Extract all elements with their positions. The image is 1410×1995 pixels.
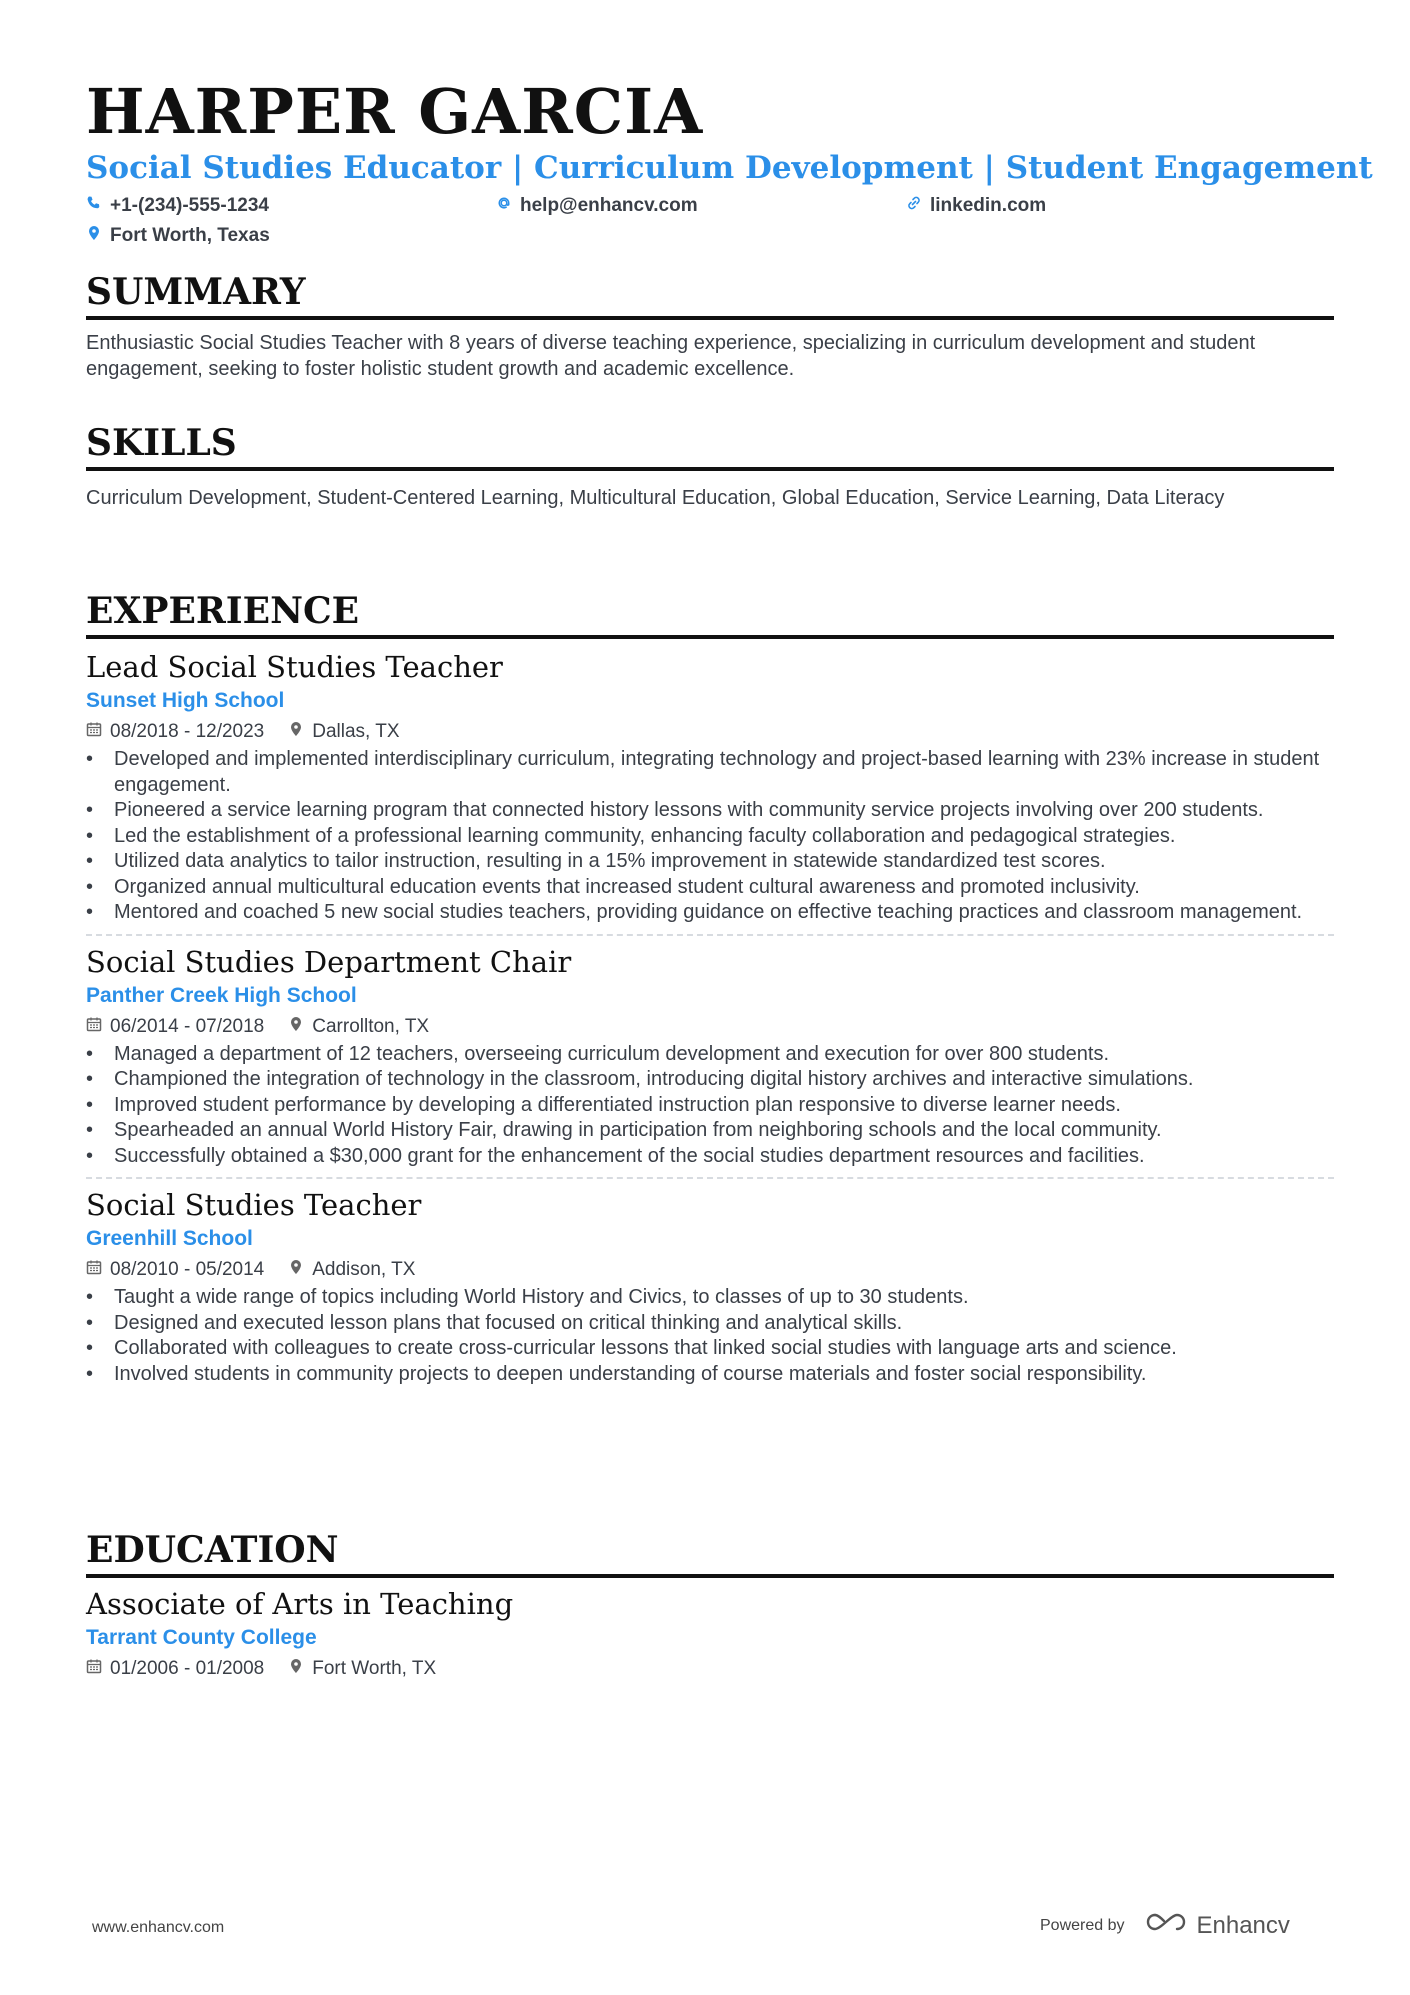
degree-title: Associate of Arts in Teaching (86, 1587, 514, 1621)
phone-text: +1-(234)-555-1234 (110, 195, 269, 216)
bullet-item: • Mentored and coached 5 new social studies teachers, providing guidance on effective teaching practices and classroom management. (86, 900, 1334, 926)
job-meta (86, 1257, 1334, 1283)
job-meta (86, 1014, 1334, 1040)
location-pin-icon (86, 224, 102, 248)
location-pin-icon (288, 1656, 304, 1682)
contact-location (86, 224, 270, 248)
footer-branding (1040, 1910, 1290, 1941)
experience-section (86, 589, 1334, 1387)
bullet-item: • Developed and implemented interdisciplinary curriculum, integrating technology and project-based learning with 23% increase in student engagement. (86, 747, 1334, 798)
bullet-item: • Managed a department of 12 teachers, overseeing curriculum development and execution for over 800 students. (86, 1042, 1334, 1068)
calendar-icon (86, 719, 102, 745)
job-dates: 08/2010 - 05/2014 (110, 1259, 265, 1280)
candidate-headline: Social Studies Educator | Curriculum Development | Student Engagement (86, 150, 1373, 186)
bullet-item: • Championed the integration of technology in the classroom, introducing digital history archives and interactive simulations. (86, 1067, 1334, 1093)
bullet-item: • Taught a wide range of topics including World History and Civics, to classes of up to 30 students. (86, 1285, 1334, 1311)
job-entry (86, 944, 1334, 1170)
skills-section (86, 421, 1334, 511)
education-entry (86, 1586, 1334, 1682)
bullet-item: • Involved students in community projects to deepen understanding of course materials and foster social responsibility. (86, 1362, 1334, 1388)
at-icon (496, 194, 512, 218)
company-name[interactable]: Panther Creek High School (86, 983, 357, 1007)
job-title: Lead Social Studies Teacher (86, 650, 503, 684)
location-text: Fort Worth, Texas (110, 225, 270, 246)
powered-by-label: Powered by (1040, 1916, 1125, 1934)
bullet-item: • Utilized data analytics to tailor instruction, resulting in a 15% improvement in statewide standardized test scores. (86, 849, 1334, 875)
calendar-icon (86, 1014, 102, 1040)
linkedin-text: linkedin.com (930, 195, 1047, 216)
bullet-item: • Pioneered a service learning program that connected history lessons with community service projects involving over 200 students. (86, 798, 1334, 824)
company-name[interactable]: Sunset High School (86, 689, 285, 712)
job-location: Dallas, TX (312, 721, 400, 742)
school-name[interactable]: Tarrant County College (86, 1626, 317, 1649)
contact-phone[interactable] (86, 194, 269, 218)
experience-heading: EXPERIENCE (86, 589, 1334, 639)
job-divider (86, 1177, 1334, 1179)
phone-icon (86, 194, 102, 218)
job-dates: 08/2018 - 12/2023 (110, 721, 265, 742)
bullet-item: • Led the establishment of a professional learning community, enhancing faculty collaboration and pedagogical strategies. (86, 824, 1334, 850)
bullet-item: • Improved student performance by developing a differentiated instruction plan responsive to diverse learner needs. (86, 1093, 1334, 1119)
company-name[interactable]: Greenhill School (86, 1227, 253, 1250)
job-location: Carrollton, TX (312, 1015, 430, 1037)
skills-text: Curriculum Development, Student-Centered Learning, Multicultural Education, Global Education, Service Learning, Data Literacy (86, 487, 1225, 509)
bullet-item: • Organized annual multicultural education events that increased student cultural awareness and promoted inclusivity. (86, 875, 1334, 901)
resume-page (86, 75, 1373, 1679)
location-pin-icon (288, 1257, 304, 1283)
job-entry (86, 649, 1334, 926)
link-icon (906, 194, 922, 218)
job-meta (86, 719, 1334, 745)
skills-heading: SKILLS (86, 421, 1334, 471)
summary-text: Enthusiastic Social Studies Teacher with 8 years of diverse teaching experience, specializing in curriculum development and student engagement, seeking to foster holistic student growth and academic excellence. (86, 332, 1256, 380)
footer-website[interactable]: www.enhancv.com (92, 1919, 225, 1936)
job-divider (86, 934, 1334, 936)
education-location: Fort Worth, TX (312, 1658, 437, 1679)
infinity-icon (1143, 1910, 1189, 1941)
calendar-icon (86, 1656, 102, 1682)
bullet-item: • Spearheaded an annual World History Fair, drawing in participation from neighboring schools and the local community. (86, 1118, 1334, 1144)
calendar-icon (86, 1257, 102, 1283)
contact-linkedin[interactable] (906, 194, 1046, 218)
education-heading: EDUCATION (86, 1528, 1334, 1578)
location-pin-icon (288, 719, 304, 745)
summary-heading: SUMMARY (86, 270, 1334, 320)
enhancv-logo[interactable] (1143, 1910, 1290, 1941)
education-meta (86, 1656, 1334, 1682)
email-text: help@enhancv.com (520, 195, 698, 216)
job-title: Social Studies Teacher (86, 1188, 422, 1222)
job-bullets (86, 1042, 1334, 1170)
summary-section (86, 270, 1334, 382)
bullet-item: • Successfully obtained a $30,000 grant for the enhancement of the social studies department resources and facilities. (86, 1144, 1334, 1170)
bullet-item: • Designed and executed lesson plans that focused on critical thinking and analytical skills. (86, 1311, 1334, 1337)
candidate-name: HARPER GARCIA (86, 75, 704, 148)
bullet-item: • Collaborated with colleagues to create cross-curricular lessons that linked social studies with language arts and science. (86, 1336, 1334, 1362)
job-dates: 06/2014 - 07/2018 (110, 1015, 265, 1037)
brand-name: Enhancv (1196, 1911, 1290, 1939)
contact-email[interactable] (496, 194, 698, 218)
education-section (86, 1528, 1334, 1682)
job-location: Addison, TX (312, 1259, 416, 1280)
job-title: Social Studies Department Chair (86, 944, 572, 979)
job-bullets (86, 1285, 1334, 1387)
location-pin-icon (288, 1014, 304, 1040)
contact-info (86, 192, 1334, 252)
job-bullets (86, 747, 1334, 926)
education-dates: 01/2006 - 01/2008 (110, 1658, 265, 1679)
job-entry (86, 1187, 1334, 1387)
